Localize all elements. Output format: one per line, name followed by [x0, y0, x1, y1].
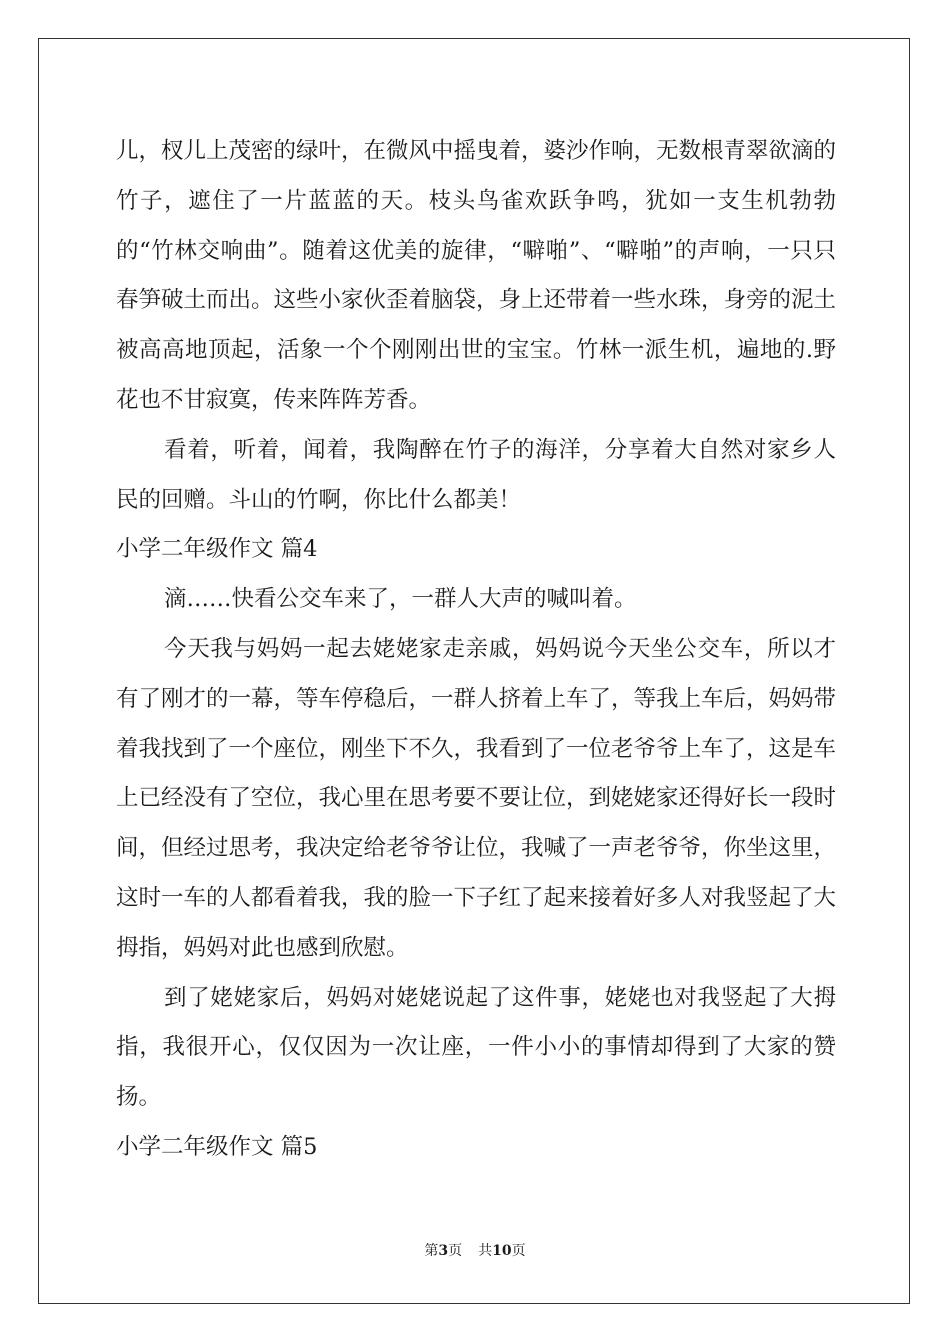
- section-heading-4: 小学二年级作文 篇4: [116, 536, 318, 563]
- page-footer: [0, 1241, 950, 1261]
- paragraph-4: 今天我与妈妈一起去姥姥家走亲戚，妈妈说今天坐公交车，所以才有了刚才的一幕，等车停稳后，一群人挤着上车了，等我上车后，妈妈带着我找到了一个座位，刚坐下不久，我看到了一位老爷爷上车了，这是车上已经没有了空位，我心里在思考要不要让位，到姥姥家还得好长一段时间，但经过思考，我决定给老爷爷让位，我喊了一声老爷爷，你坐这里，这时一车的人都看着我，我的脸一下子红了起来接着好多人对我竖起了大拇指，妈妈对此也感到欣慰。: [116, 635, 837, 961]
- page-suffix: 页: [448, 1243, 463, 1259]
- total-prefix: 共: [478, 1243, 493, 1259]
- total-pages: 10: [492, 1243, 512, 1259]
- total-suffix: 页: [511, 1243, 526, 1259]
- paragraph-3: 滴……快看公交车来了，一群人大声的喊叫着。: [164, 586, 637, 613]
- paragraph-5: 到了姥姥家后，妈妈对姥姥说起了这件事，姥姥也对我竖起了大拇指，我很开心，仅仅因为一次让座，一件小小的事情却得到了大家的赞扬。: [116, 984, 836, 1111]
- page-number: 3: [438, 1243, 449, 1259]
- paragraph-1: 儿，杈儿上茂密的绿叶，在微风中摇曳着，婆沙作响，无数根青翠欲滴的竹子，遮住了一片蓝蓝的天。枝头鸟雀欢跃争鸣，犹如一支生机勃勃的“竹林交响曲”。随着这优美的旋律，“噼啪”、“噼啪”的声响，一只只春笋破土而出。这些小家伙歪着脑袋，身上还带着一些水珠，身旁的泥土被高高地顶起，活象一个个刚刚出世的宝宝。竹林一派生机，遍地的.野花也不甘寂寞，传来阵阵芳香。: [116, 138, 837, 413]
- document-body: [116, 127, 836, 1173]
- page-prefix: 第: [424, 1243, 439, 1259]
- paragraph-2: 看着，听着，闻着，我陶醉在竹子的海洋，分享着大自然对家乡人民的回赠。斗山的竹啊，你比什么都美！: [116, 436, 836, 513]
- section-heading-5: 小学二年级作文 篇5: [116, 1133, 318, 1160]
